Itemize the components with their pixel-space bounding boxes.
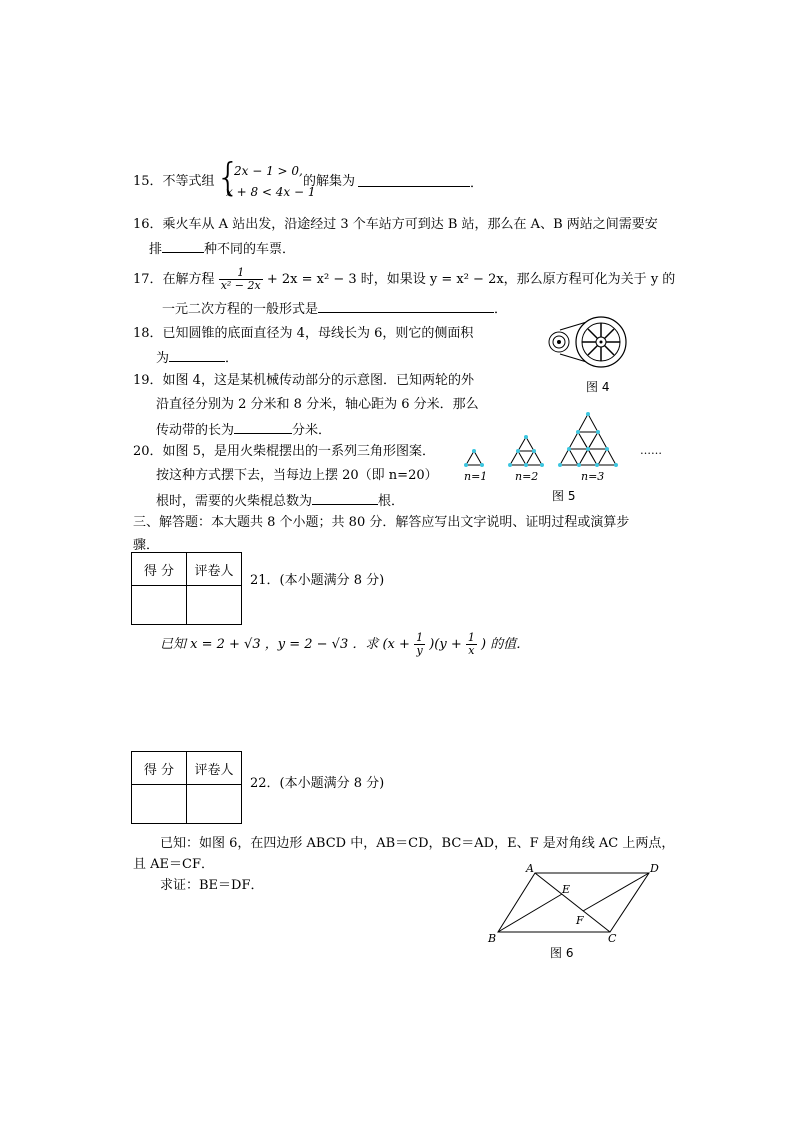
q17-frac-den: x² − 2x — [220, 279, 261, 292]
q16-line1: 16．乘火车从 A 站出发，沿途经过 3 个车站方可到达 B 站，那么在 A、B 两站之间需要安 — [133, 217, 658, 232]
q22-line1: 已知：如图 6，在四边形 ABCD 中，AB＝CD，BC＝AD，E、F 是对角线 AC 上两点， — [160, 836, 675, 851]
q19-line2: 沿直径分别为 2 分米和 8 分米，轴心距为 6 分米．那么 — [156, 397, 479, 412]
grader-header: 评卷人 — [187, 553, 242, 586]
figure5-caption: 图 5 — [552, 489, 576, 503]
fig6-label-e: E — [562, 883, 571, 896]
fig6-label-d: D — [650, 862, 659, 875]
figure6-caption: 图 6 — [550, 946, 574, 960]
q21-fraction-2 — [466, 632, 477, 657]
q15-answer-blank[interactable]: ． — [358, 174, 483, 192]
q18-line2-prefix: 为 — [156, 351, 170, 366]
score-cell[interactable] — [132, 586, 187, 625]
score-header: 得 分 — [132, 752, 187, 785]
q22-line2: 且 AE＝CF． — [133, 857, 214, 872]
q15-number: 15．不等式组 — [133, 174, 215, 189]
figure4-caption: 图 4 — [586, 380, 610, 394]
q16-line2 — [149, 240, 295, 258]
q22-line3: 求证：BE＝DF． — [160, 878, 264, 893]
q16-line2-suffix: 种不同的车票． — [204, 242, 296, 257]
q21-text-c: ) 的值． — [481, 637, 530, 652]
fig6-label-a: A — [526, 862, 534, 875]
q20-answer-blank[interactable] — [312, 492, 378, 505]
q21-text-a: 已知 x = 2 + √3 ，y = 2 − √3 ．求 (x + — [160, 637, 410, 652]
q18-line2: 为 ． — [156, 351, 239, 366]
fig6-label-b: B — [488, 932, 497, 945]
q20-line3-suffix: 根． — [378, 494, 405, 509]
score-table-q22 — [131, 751, 242, 824]
figure5-ellipsis: …… — [640, 444, 662, 457]
section3-line2: 骤． — [133, 538, 160, 553]
q17-line1 — [133, 266, 675, 294]
q19-answer-blank[interactable] — [234, 421, 292, 434]
q17-answer-blank[interactable] — [318, 300, 494, 313]
q21-frac2-num: 1 — [467, 631, 475, 644]
section3-line1: 三、解答题：本大题共 8 个小题；共 80 分．解答应写出文字说明、证明过程或演算步 — [133, 515, 630, 530]
q20-line3 — [156, 492, 404, 510]
score-table-q21 — [131, 552, 242, 625]
q18-line1: 18．已知圆锥的底面直径为 4，母线长为 6，则它的侧面积 — [133, 326, 474, 341]
figure5-label-n1: n=1 — [464, 470, 488, 483]
q21-frac1-den: y — [416, 644, 423, 657]
figure6-parallelogram — [482, 858, 672, 948]
figure5-label-n2: n=2 — [515, 470, 539, 483]
q15-system-line2: x + 8 < 4x − 1 — [226, 185, 316, 199]
q19-line1: 19．如图 4，这是某机械传动部分的示意图．已知两轮的外 — [133, 373, 474, 388]
q21-statement — [160, 630, 529, 660]
q17-line2-text: 一元二次方程的一般形式是 — [162, 302, 319, 317]
q21-title: 21．(本小题满分 8 分) — [250, 573, 385, 588]
grader-header: 评卷人 — [187, 752, 242, 785]
fig6-label-c: C — [608, 932, 617, 945]
q20-line3-prefix: 根时，需要的火柴棍总数为 — [156, 494, 313, 509]
q19-line3 — [156, 421, 331, 439]
q17-suffix: + 2x = x² − 3 时，如果设 y = x² − 2x，那么原方程可化为关于 y 的 — [266, 272, 676, 287]
q22-title: 22．(本小题满分 8 分) — [250, 776, 385, 791]
score-header: 得 分 — [132, 553, 187, 586]
q15-tail: 的解集为 — [303, 174, 356, 189]
q21-frac2-den: x — [468, 644, 475, 657]
q17-frac-num: 1 — [219, 267, 263, 280]
q17-prefix: 17．在解方程 — [133, 272, 215, 287]
q16-line2-prefix: 排 — [149, 242, 163, 257]
q17-line2: 一元二次方程的一般形式是 ． — [162, 302, 508, 317]
q20-line2: 按这种方式摆下去，当每边上摆 20（即 n=20） — [156, 468, 438, 483]
q17-fraction — [219, 267, 263, 292]
q15-brace: { — [216, 155, 241, 199]
figure4-pulleys — [548, 314, 638, 374]
q19-line3-prefix: 传动带的长为 — [156, 423, 235, 438]
q21-text-b: )(y + — [429, 637, 462, 652]
grader-cell[interactable] — [187, 586, 242, 625]
score-cell[interactable] — [132, 785, 187, 824]
grader-cell[interactable] — [187, 785, 242, 824]
q21-fraction-1 — [414, 632, 425, 657]
fig6-label-f: F — [576, 914, 584, 927]
q16-answer-blank[interactable] — [162, 240, 204, 253]
figure5-label-n3: n=3 — [581, 470, 605, 483]
q18-answer-blank[interactable] — [169, 349, 225, 362]
q20-line1: 20．如图 5，是用火柴棍摆出的一系列三角形图案． — [133, 444, 435, 459]
q21-frac1-num: 1 — [416, 631, 424, 644]
q19-line3-suffix: 分米． — [292, 423, 332, 438]
q15-system-line1: 2x − 1 > 0, — [234, 164, 303, 178]
